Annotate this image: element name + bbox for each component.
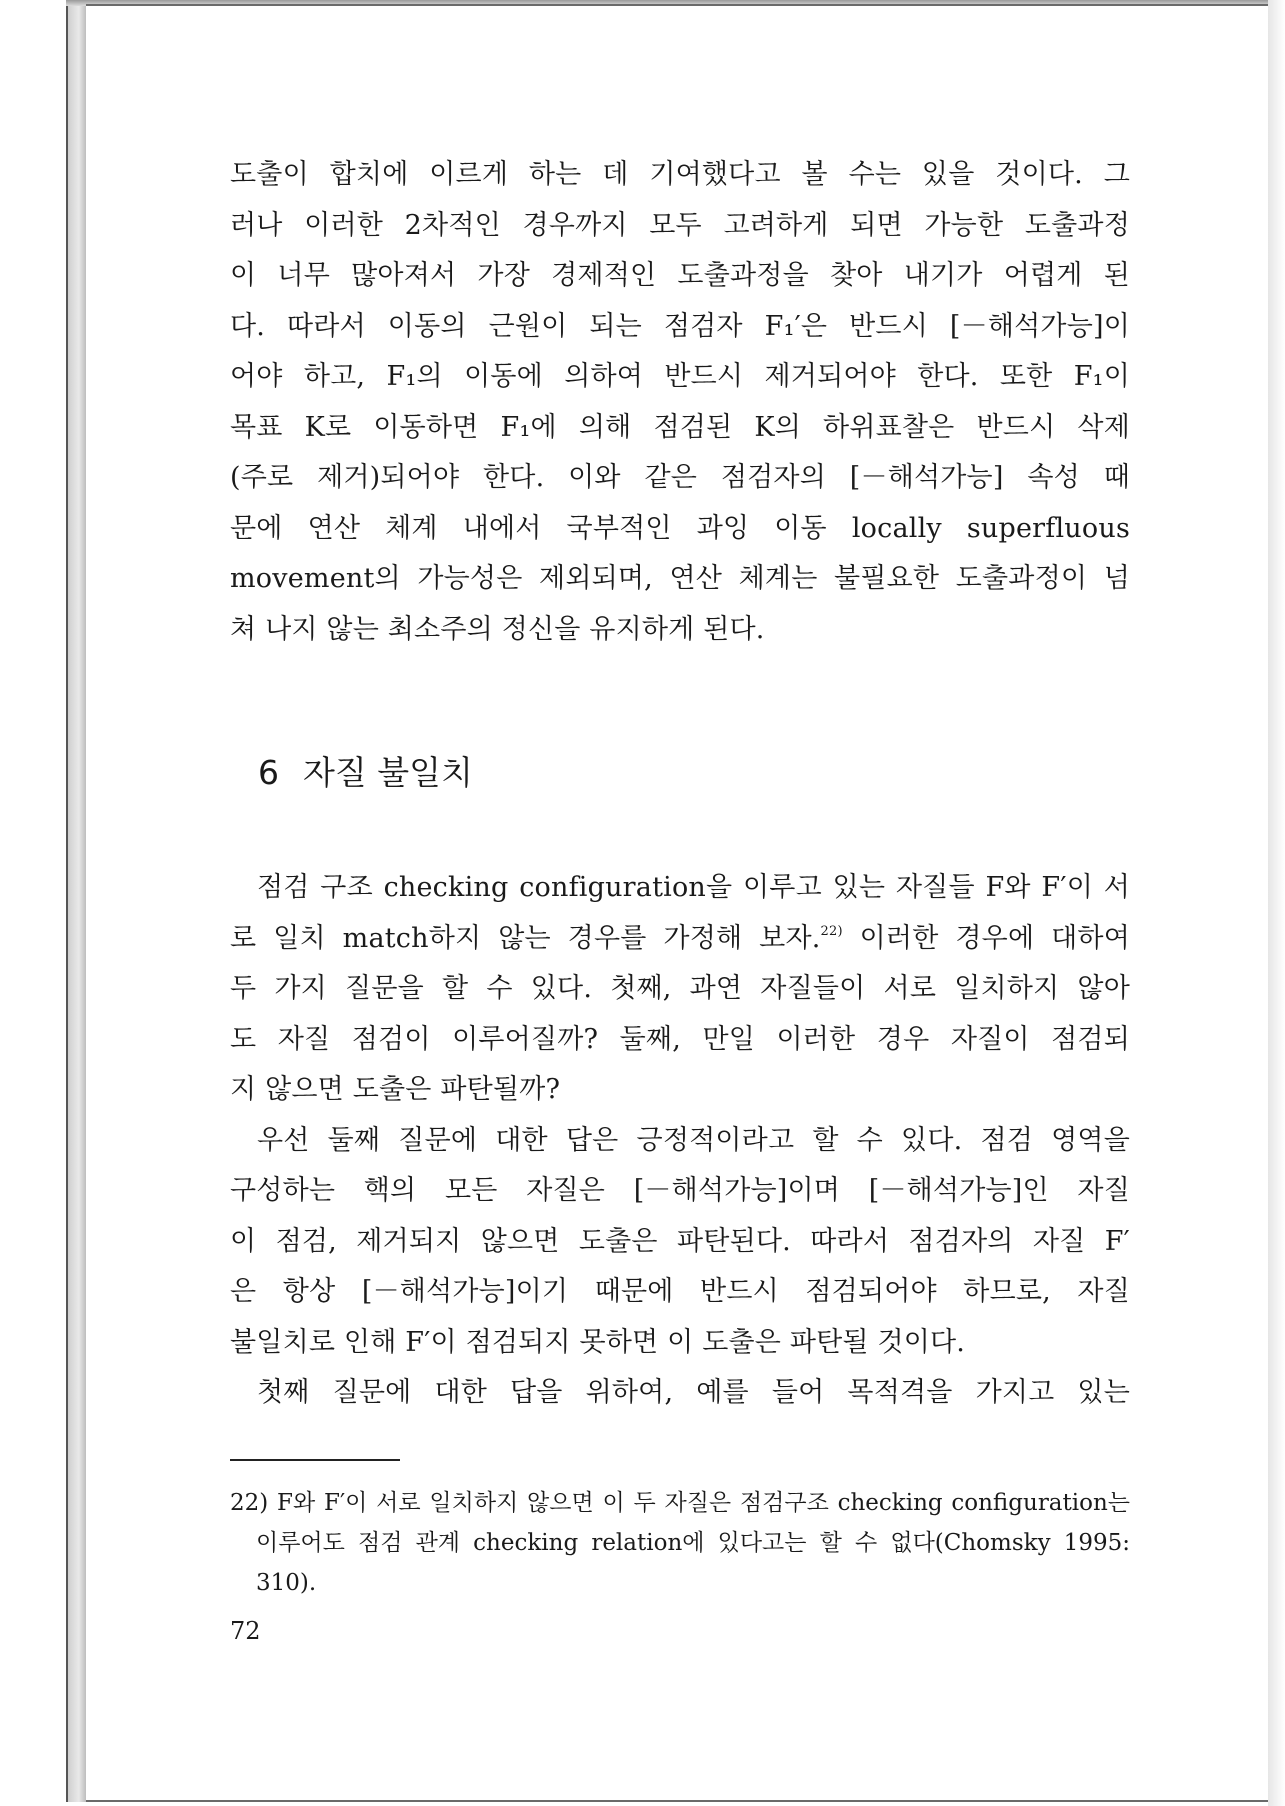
text-line: 은 항상 [－해석가능]이기 때문에 반드시 점검되어야 하므로, 자질 <box>230 1276 1130 1307</box>
text-line: 두 가지 질문을 할 수 있다. 첫째, 과연 자질들이 서로 일치하지 않아 <box>230 973 1130 1004</box>
paragraph-3 <box>230 1368 1130 1419</box>
paragraph-2 <box>230 1116 1130 1369</box>
page-number: 72 <box>230 1617 261 1645</box>
footnote-divider <box>230 1459 400 1461</box>
footnote-reference[interactable]: 22) <box>820 923 843 939</box>
text-line: 목표 K로 이동하면 F₁에 의해 점검된 K의 하위표찰은 반드시 삭제 <box>230 411 1130 443</box>
page-right-shadow <box>1268 0 1285 1806</box>
text-line: 쳐 나지 않는 최소주의 정신을 유지하게 된다. <box>230 613 765 645</box>
text-line: 불일치로 인해 F′이 점검되지 못하면 이 도출은 파탄될 것이다. <box>230 1326 966 1358</box>
text-line: 첫째 질문에 대한 답을 위하여, 예를 들어 목적격을 가지고 있는 <box>257 1377 1130 1408</box>
text-line: 구성하는 핵의 모든 자질은 [－해석가능]이며 [－해석가능]인 자질 <box>230 1175 1130 1206</box>
text-line: 문에 연산 체계 내에서 국부적인 과잉 이동 locally superfluous <box>230 512 1130 544</box>
text-line: (주로 제거)되어야 한다. 이와 같은 점검자의 [－해석가능] 속성 때 <box>230 462 1130 493</box>
page-stack-left-edge <box>66 6 86 1802</box>
text-line: 이 너무 많아져서 가장 경제적인 도출과정을 찾아 내기가 어렵게 된 <box>230 260 1130 291</box>
footnote <box>230 1483 1130 1603</box>
section-heading <box>258 753 1130 793</box>
footnote-line: 이루어도 점검 관계 checking relation에 있다고는 할 수 없다(Chomsky 1995: <box>256 1529 1130 1556</box>
text-line: 도출이 합치에 이르게 하는 데 기여했다고 볼 수는 있을 것이다. 그 <box>230 159 1130 190</box>
text-line: 도 자질 점검이 이루어질까? 둘째, 만일 이러한 경우 자질이 점검되 <box>230 1023 1130 1055</box>
text-span: 이러한 경우에 대하여 <box>842 922 1130 954</box>
section-number: 6 <box>258 753 279 792</box>
section-title: 자질 불일치 <box>303 753 473 792</box>
text-line: 어야 하고, F₁의 이동에 의하여 반드시 제거되어야 한다. 또한 F₁이 <box>230 361 1130 392</box>
text-span: 로 일치 match하지 않는 경우를 가정해 보자. <box>230 922 821 954</box>
text-line: 우선 둘째 질문에 대한 답은 긍정적이라고 할 수 있다. 점검 영역을 <box>257 1124 1130 1156</box>
text-line: 러나 이러한 2차적인 경우까지 모두 고려하게 되면 가능한 도출과정 <box>230 209 1130 241</box>
text-line: 이 점검, 제거되지 않으면 도출은 파탄된다. 따라서 점검자의 자질 F′ <box>230 1225 1130 1257</box>
text-line: 다. 따라서 이동의 근원이 되는 점검자 F₁′은 반드시 [－해석가능]이 <box>230 310 1130 342</box>
footnote-line: 310). <box>256 1569 317 1596</box>
footnote-line: 22) F와 F′이 서로 일치하지 않으면 이 두 자질은 점검구조 checking configuration는 <box>230 1489 1130 1516</box>
text-line: 점검 구조 checking configuration을 이루고 있는 자질들 F와 F′이 서 <box>257 872 1130 903</box>
page-content <box>230 150 1130 1603</box>
text-line: 지 않으면 도출은 파탄될까? <box>230 1074 561 1105</box>
paragraph-top <box>230 150 1130 655</box>
text-line <box>230 914 1130 965</box>
paragraph-1 <box>230 863 1130 1116</box>
text-line: movement의 가능성은 제외되며, 연산 체계는 불필요한 도출과정이 넘 <box>230 563 1130 594</box>
